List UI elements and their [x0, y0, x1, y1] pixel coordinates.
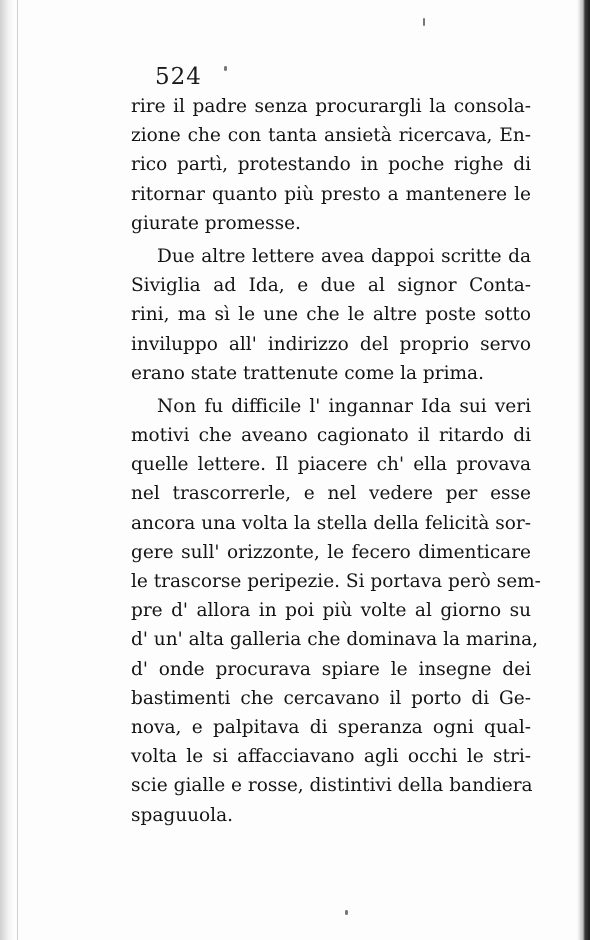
text-line: pre d' allora in poi più volte al giorno su: [131, 600, 531, 622]
text-line: zione che con tanta ansietà ricercava, En-: [131, 125, 531, 147]
page-right-edge: [576, 0, 590, 940]
text-line: spaguuola.: [131, 804, 234, 826]
text-line: ancora una volta la stella della felicità sor-: [131, 512, 531, 534]
text-line: Due altre lettere avea dappoi scritte da: [157, 245, 531, 267]
text-line: Siviglia ad Ida, e due al signor Conta-: [131, 275, 531, 297]
text-line: nova, e palpitava di speranza ogni qual-: [131, 716, 531, 738]
ink-speck: [224, 66, 227, 71]
text-line: ritornar quanto più presto a mantenere le: [131, 183, 531, 205]
text-line: d' un' alta galleria che dominava la marina,: [131, 629, 539, 651]
text-line: quelle lettere. Il piacere ch' ella provava: [131, 454, 531, 476]
text-line: rire il padre senza procurargli la consola-: [131, 96, 531, 117]
body-text: [131, 92, 541, 830]
page-number: 524: [155, 64, 202, 90]
text-line: rico partì, protestando in poche righe di: [131, 154, 531, 176]
ink-speck: [345, 910, 348, 915]
text-line: le trascorse peripezie. Si portava però sem-: [131, 571, 541, 592]
text-line: giurate promesse.: [131, 212, 301, 234]
text-line: volta le si affacciavano agli occhi le stri-: [131, 746, 531, 768]
text-line: bastimenti che cercavano il porto di Ge-: [131, 687, 531, 709]
ink-speck: [423, 18, 425, 26]
text-line: motivi che aveano cagionato il ritardo di: [131, 425, 531, 447]
text-line: erano state trattenute come la prima.: [131, 362, 484, 384]
text-line: d' onde procurava spiare le insegne dei: [131, 658, 531, 680]
text-line: inviluppo all' indirizzo del proprio servo: [131, 333, 531, 355]
text-line: rini, ma sì le une che le altre poste sotto: [131, 304, 531, 326]
text-line: gere sull' orizzonte, le fecero dimenticare: [131, 541, 531, 563]
text-line: scie gialle e rosse, distintivi della bandiera: [131, 775, 533, 797]
text-line: nel trascorrerle, e nel vedere per esse: [131, 483, 531, 505]
text-line: Non fu difficile l' ingannar Ida sui veri: [157, 395, 531, 417]
page-left-edge: [0, 0, 14, 940]
gutter-line: [17, 0, 18, 940]
